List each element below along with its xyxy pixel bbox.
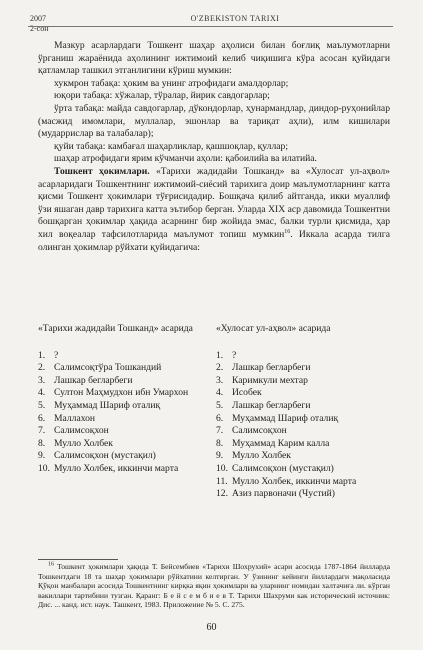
list-item-text: Муҳаммад Шариф оталиқ bbox=[54, 399, 161, 411]
list-item-text: Мулло Холбек bbox=[232, 450, 291, 462]
list-item bbox=[38, 425, 208, 438]
list-item-number: 4. bbox=[216, 387, 224, 399]
running-header-title: O'ZBEKISTON TARIXI bbox=[190, 14, 280, 23]
list-item-number: 8. bbox=[216, 437, 224, 449]
page-number: 60 bbox=[206, 622, 217, 633]
header-divider bbox=[28, 26, 393, 27]
footnote-mark: 16 bbox=[48, 561, 54, 568]
list-item-text: Лашкар бегларбеги bbox=[232, 362, 311, 374]
list-line-lower: қуйи табақа: камбағал шаҳарликлар, қашшоқлар, қуллар; bbox=[54, 140, 288, 152]
list-item bbox=[38, 463, 208, 476]
list-item bbox=[216, 463, 394, 476]
paragraph-intro: Мазкур асарлардаги Тошкент шаҳар аҳолиси билан боғлиқ маълумотларни ўрганиш жараёнида аҳолининг ижтимоий келиб чиқишига кўра асосан қуйидаги қатламлар ташкил этганлигини кўриш мумкин: bbox=[38, 40, 390, 77]
list-item-text: Султон Маҳмудхон ибн Умархон bbox=[54, 387, 189, 399]
list-item bbox=[216, 450, 394, 463]
left-column bbox=[38, 323, 208, 476]
right-rulers-list bbox=[216, 350, 394, 501]
list-item-number: 2. bbox=[216, 362, 224, 374]
list-item-text: Муҳаммад Карим калла bbox=[232, 437, 330, 449]
left-rulers-list bbox=[38, 350, 208, 476]
left-column-heading: «Тарихи жадидайи Тошканд» асарида bbox=[38, 323, 193, 334]
list-item-number: 6. bbox=[38, 412, 46, 424]
list-item-text: Салимсоқхон bbox=[54, 425, 109, 437]
list-item-text: Мулло Холбек, иккинчи марта bbox=[232, 475, 357, 487]
list-line-upper: юқори табақа: хўжалар, тўралар, йирик савдогарлар; bbox=[54, 90, 270, 102]
list-item bbox=[216, 413, 394, 426]
list-item-number: 10. bbox=[216, 462, 228, 474]
list-item-text: Каримкули мехтар bbox=[232, 374, 308, 386]
paragraph-rulers-text: «Тарихи жадидайи Тошканд» ва «Хулосат ул-аҳвол» асарларидаги Тошкентнинг ижтимоий-сиёсий тарихига доир маълумотларнинг катта қисми Тошкент ҳокимлари тўғрисидадир. Бошқача қилиб айтганда, икки муаллиф ўзи яшаган давр тарихига катта эътибор берган. Уларда XIX аср давомида Тошкентни бошқарган ҳокимлар ҳақида асарнинг бир жойида эмас, балки турли қисмида, ҳар хил воқеалар тафсилотларида маълумот топиш мумкин bbox=[38, 165, 390, 240]
list-item bbox=[38, 375, 208, 388]
list-item bbox=[216, 362, 394, 375]
list-item-number: 12. bbox=[216, 488, 228, 500]
list-item-number: 10. bbox=[38, 462, 50, 474]
list-item-number: 3. bbox=[216, 374, 224, 386]
list-item-number: 9. bbox=[216, 450, 224, 462]
list-item-number: 2. bbox=[38, 362, 46, 374]
list-item bbox=[38, 450, 208, 463]
list-item bbox=[216, 350, 394, 363]
issue-number: 2-сон bbox=[30, 24, 49, 33]
right-column bbox=[216, 323, 394, 501]
list-item bbox=[216, 425, 394, 438]
list-item-number: 7. bbox=[216, 425, 224, 437]
list-item bbox=[216, 438, 394, 451]
list-item-text: Маллахон bbox=[54, 412, 96, 424]
footnote-divider bbox=[38, 559, 118, 560]
list-item-number: 8. bbox=[38, 437, 46, 449]
list-item-number: 6. bbox=[216, 412, 224, 424]
list-item bbox=[216, 400, 394, 413]
list-item-text: Лашкар бегларбеги bbox=[54, 374, 133, 386]
list-item-text: Муҳаммад Шариф оталиқ bbox=[232, 412, 339, 424]
list-item bbox=[216, 488, 394, 501]
list-item bbox=[38, 413, 208, 426]
list-item bbox=[216, 476, 394, 489]
list-line-ruling: хукмрон табақа: ҳоким ва унинг атрофидаги амалдорлар; bbox=[54, 77, 289, 89]
paragraph-rulers bbox=[38, 166, 390, 254]
list-line-nomads: шаҳар атрофидаги ярим кўчманчи аҳоли: қабоилийа ва илатийа. bbox=[54, 153, 317, 165]
list-item-text: Салимсоқхон (мустақил) bbox=[232, 462, 334, 474]
list-item bbox=[38, 350, 208, 363]
list-item-text: ? bbox=[54, 349, 59, 361]
list-item-number: 1. bbox=[38, 349, 46, 361]
list-item-text: Салимсоқтўра Тошкандий bbox=[54, 362, 162, 374]
list-item-number: 3. bbox=[38, 374, 46, 386]
list-item-text: Салимсоқхон (мустақил) bbox=[54, 450, 156, 462]
list-item-text: Исобек bbox=[232, 387, 262, 399]
list-item-number: 9. bbox=[38, 450, 46, 462]
issue-info bbox=[30, 14, 49, 34]
footnote-text: Тошкент ҳокимлари ҳақида Т. Бейсембиев «Тарихи Шохрухий» асари асосида 1787-1864 йилларда Тошкентдаги 18 та шаҳар ҳокимлари рўйхатини келтирган. У ўзининг кейинги йиллардаги мақоласида Қўқон манбалари асосида Тошкентнинг кирқка яқин ҳокимлари ва уларнинг номидан халтачиға ли. кўрган вакиллари тартибини тузган. Қаранг: Б е й с е м б и е в Т. Тарихи Шахруми как исторический источник: Дис. ... канд. ист. наук. Ташкент, 1983. Приложение № 5. С. 275. bbox=[38, 562, 390, 610]
section-heading: Тошкент ҳокимлари. bbox=[54, 165, 150, 177]
list-item-text: Салимсоқхон bbox=[232, 425, 287, 437]
list-item bbox=[216, 375, 394, 388]
list-item bbox=[38, 362, 208, 375]
list-item-number: 11. bbox=[216, 475, 228, 487]
list-item-text: Мулло Холбек, иккинчи марта bbox=[54, 462, 179, 474]
list-item bbox=[38, 438, 208, 451]
list-item-number: 5. bbox=[216, 399, 224, 411]
list-item-text: Азиз парвоначи (Чустий) bbox=[232, 488, 335, 500]
footnote bbox=[38, 562, 390, 610]
footnote-reference: 16 bbox=[284, 228, 291, 235]
list-item-number: 5. bbox=[38, 399, 46, 411]
list-line-middle: ўрта табақа: майда савдогарлар, дўкондорлар, ҳунармандлар, диндор-руҳонийлар (масжид имомлари, муллалар, эшонлар ва тариқат аҳли), илм кишилари (мударрислар ва талабалар); bbox=[38, 102, 390, 140]
paragraph-rulers-end: . Иккала асарда тилга олинган ҳокимлар рўйхати қуйидагича: bbox=[38, 228, 390, 253]
list-item bbox=[38, 387, 208, 400]
list-item-number: 1. bbox=[216, 349, 224, 361]
list-item-text: Лашкар бегларбеги bbox=[232, 399, 311, 411]
right-column-heading: «Хулосат ул-аҳвол» асарида bbox=[216, 323, 331, 334]
list-item-text: ? bbox=[232, 349, 237, 361]
list-item-text: Мулло Холбек bbox=[54, 437, 113, 449]
list-item bbox=[38, 400, 208, 413]
list-item bbox=[216, 387, 394, 400]
list-item-number: 7. bbox=[38, 425, 46, 437]
list-item-number: 4. bbox=[38, 387, 46, 399]
main-text bbox=[38, 40, 390, 254]
issue-year: 2007 bbox=[30, 14, 46, 23]
